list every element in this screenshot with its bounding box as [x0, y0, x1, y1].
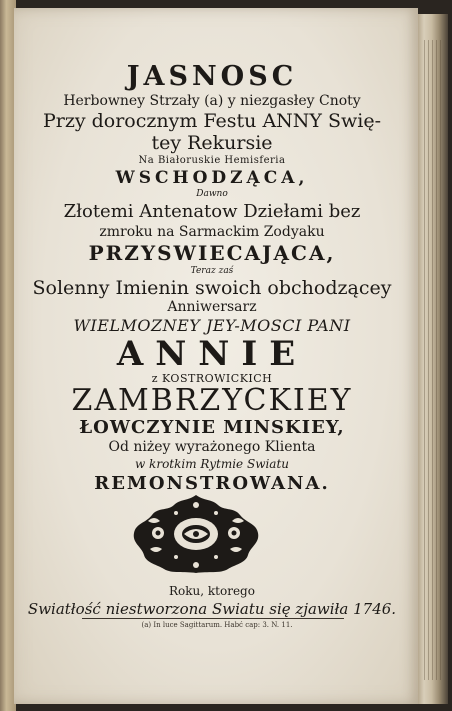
title-line-10: PRZYSWIECAJĄCA,: [88, 241, 336, 265]
title-line-19: Od niżey wyrażonego Klienta: [108, 439, 316, 455]
imprint-line-1: Roku, ktorego: [169, 584, 255, 598]
title-line-12: Solenny Imienin swoich obchodzącey: [32, 277, 392, 299]
title-line-4: tey Rekursie: [151, 132, 273, 154]
title-line-14: WIELMOZNEY JEY-MOSCI PANI: [73, 316, 351, 335]
title-line-15: ANNIE: [116, 334, 308, 374]
title-line-9: zmroku na Sarmackim Zodyaku: [99, 224, 325, 240]
vignette-ornament-icon: [128, 493, 264, 575]
imprint-block: [22, 583, 402, 619]
title-line-21: REMONSTROWANA.: [94, 473, 330, 494]
title-line-7: Dawno: [196, 189, 228, 199]
title-line-1: JASNOSC: [126, 61, 298, 92]
title-line-20: w krotkim Rytmie Swiatu: [134, 457, 290, 471]
fore-edge-leaves: [424, 40, 444, 680]
title-line-18: ŁOWCZYNIE MINSKIEY,: [79, 417, 345, 438]
title-line-17: ZAMBRZYCKIEY: [71, 383, 353, 418]
title-line-6: WSCHODZĄCA,: [115, 168, 309, 188]
title-line-13: Anniwersarz: [167, 299, 257, 315]
title-line-11: Teraz zaś: [190, 266, 234, 276]
title-block: [22, 62, 402, 496]
title-line-5: Na Białoruskie Hemisferia: [138, 155, 286, 166]
footnote-rule: [82, 618, 344, 619]
title-line-8: Złotemi Antenatow Dziełami bez: [63, 201, 361, 222]
footnote: (a) In luce Sagittarum. Habć cap: 3. N. 11.: [141, 621, 293, 629]
imprint-line-2: Swiatłość niestworzona Swiatu się zjawiła 1746.: [27, 600, 397, 618]
title-line-2: Herbowney Strzały (a) y niezgasłey Cnoty: [63, 93, 361, 109]
title-line-16: z KOSTROWICKICH: [151, 372, 273, 385]
title-line-3: Przy dorocznym Festu ANNY Swię-: [42, 110, 382, 132]
